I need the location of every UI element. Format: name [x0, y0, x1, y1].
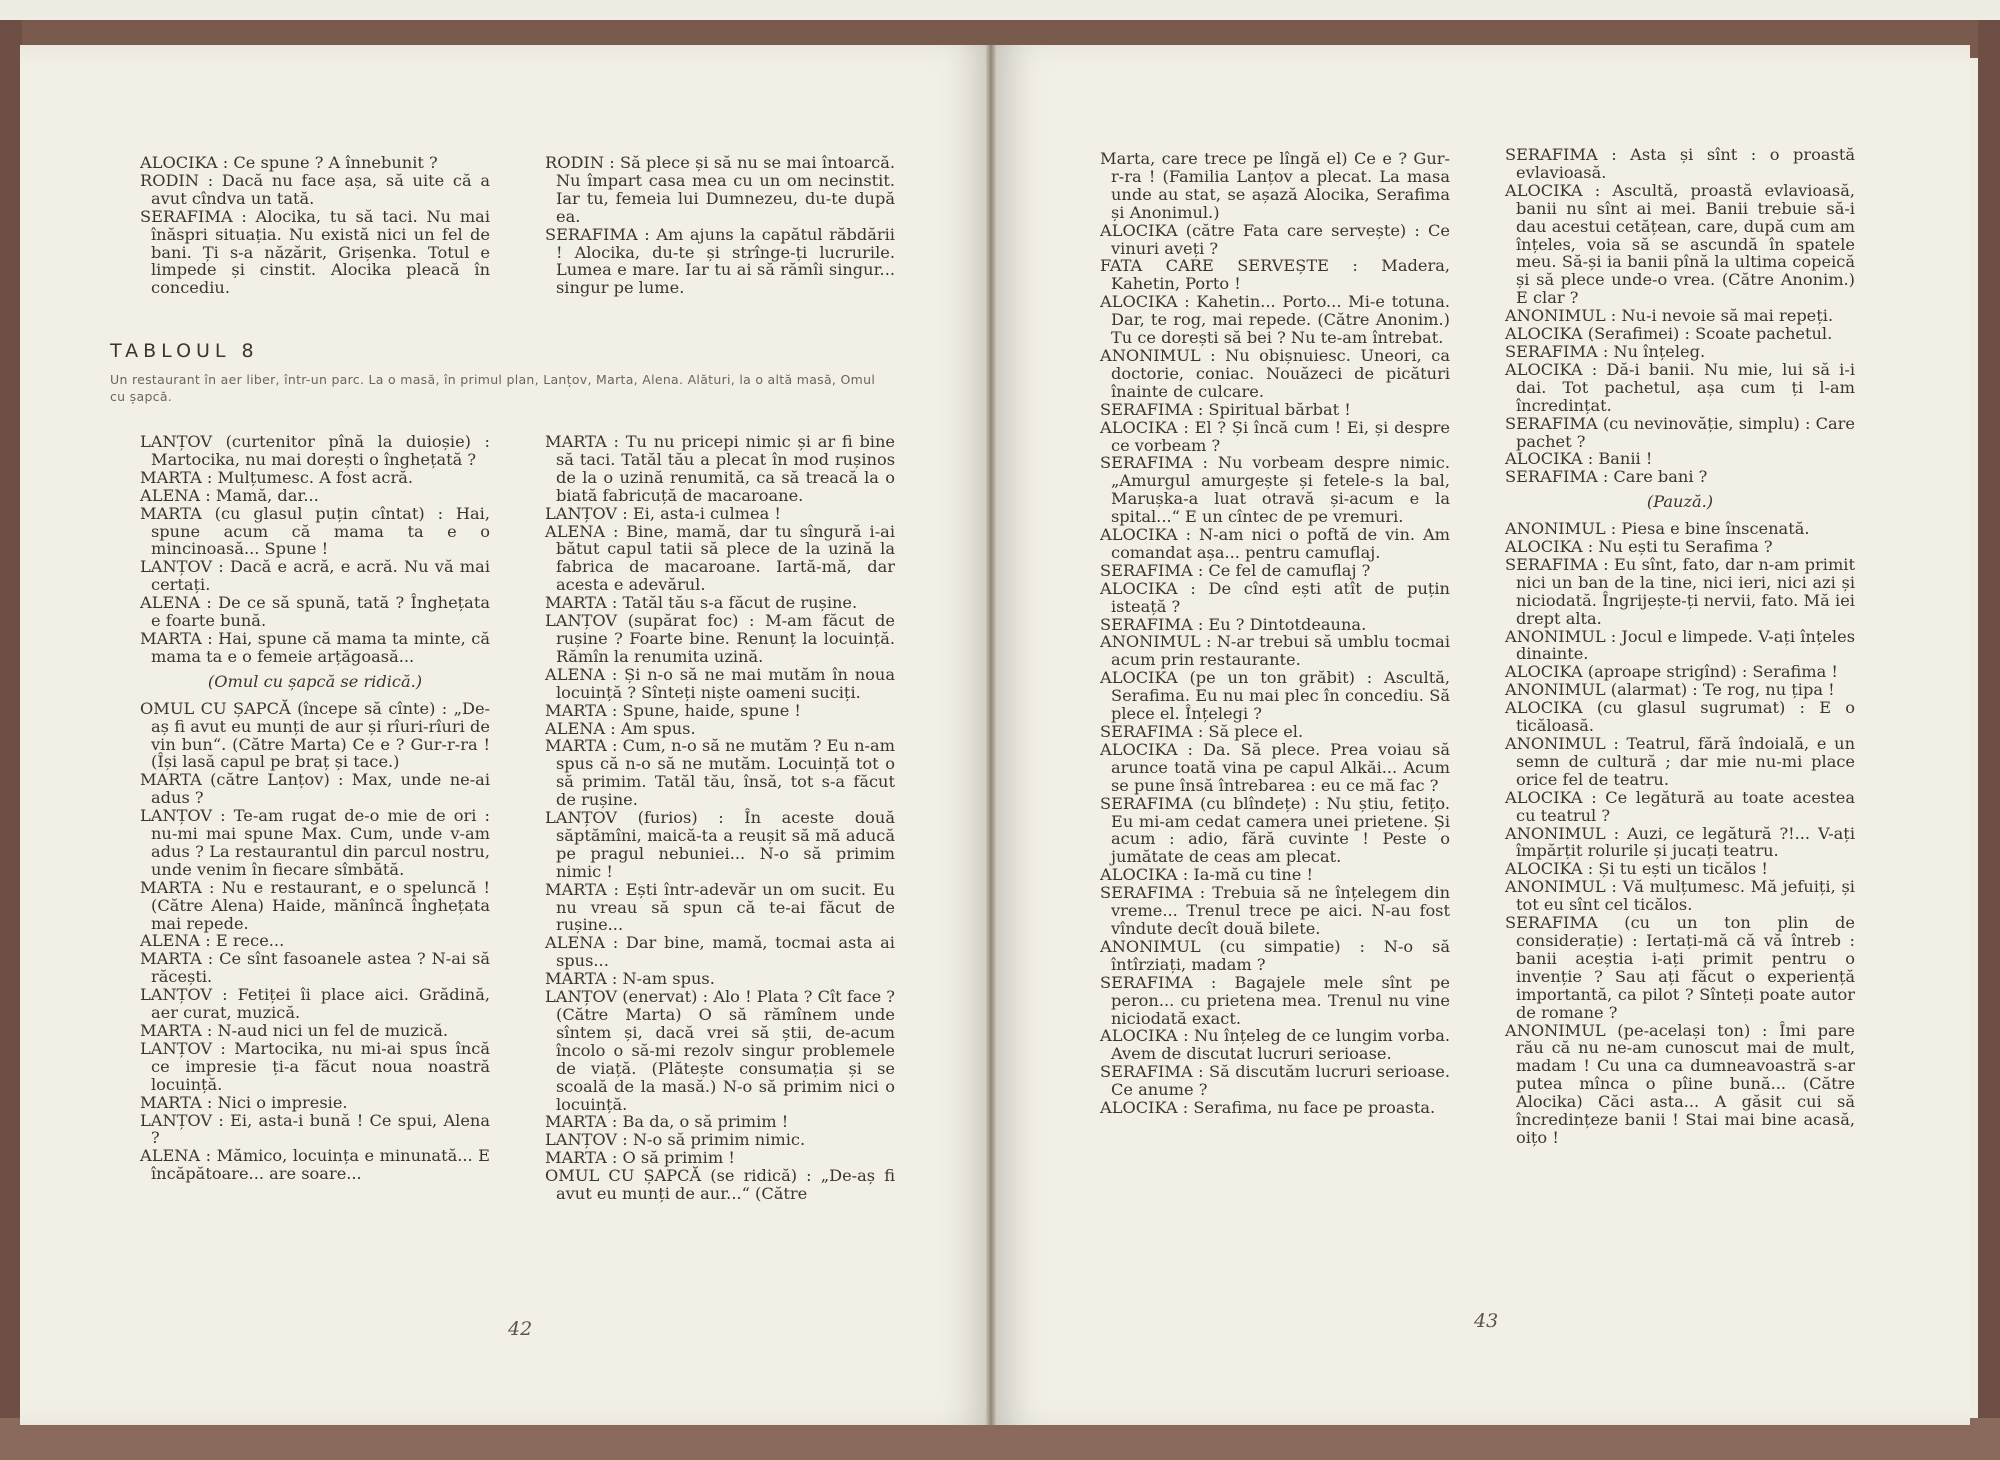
dialogue-line: ALOCIKA : Kahetin... Porto... Mi-e totuna. Dar, te rog, mai repede. (Către Anonim.) Tu ce dorești să bei ? Nu te-am întrebat.: [1100, 292, 1450, 348]
dialogue-line: MARTA : Tu nu pricepi nimic și ar fi bine să taci. Tatăl tău a plecat în mod rușinos de la o uzină renumită, ca să treacă la o biată fabricuță de macaroane.: [545, 432, 895, 505]
dialogue-line: ALOCIKA (pe un ton grăbit) : Ascultă, Serafima. Eu nu mai plec în concediu. Să plece el. Înțelegi ?: [1100, 668, 1450, 724]
dialogue-line: SERAFIMA (cu nevinovăție, simplu) : Care pachet ?: [1505, 413, 1855, 451]
dialogue-line: LANȚOV : Te-am rugat de-o mie de ori : nu-mi mai spune Max. Cum, unde v-am adus ? La restaurantul din parcul nostru, unde venim în fiecare sîmbătă.: [140, 806, 490, 879]
dialogue-line: ANONIMUL : N-ar trebui să umblu tocmai acum prin restaurante.: [1100, 632, 1450, 670]
dialogue-line: ALENA : Bine, mamă, dar tu sîngură i-ai bătut capul tatii să plece de la uzină la fabrica de macaroane. Iartă-mă, dar acesta e adevărul.: [545, 521, 895, 595]
dialogue-line: LANȚOV (supărat foc) : M-am făcut de rușine ? Foarte bine. Renunț la locuință. Rămîn la renumita uzină.: [545, 611, 895, 666]
dialogue-line: SERAFIMA : Ce fel de camuflaj ?: [1100, 560, 1371, 580]
dialogue-line: SERAFIMA (cu blîndețe) : Nu știu, fetițo. Eu mi-am cedat camera unei prietene. Și acum : adio, fără cuvinte ! Peste o jumătate de ceas am plecat.: [1100, 793, 1450, 867]
dialogue-line: ALOCIKA (Serafimei) : Scoate pachetul.: [1505, 324, 1833, 344]
dialogue-line: ALENA : Și n-o să ne mai mutăm în noua locuință ? Sînteți niște oameni suciți.: [545, 664, 895, 702]
dialogue-line: ALOCIKA : De cînd ești atît de puțin isteață ?: [1100, 578, 1450, 616]
dialogue-line: ANONIMUL : Vă mulțumesc. Mă jefuiți, și tot eu sînt cel ticălos.: [1505, 877, 1855, 915]
dialogue-line: ANONIMUL : Auzi, ce legătură ?!... V-ați împărțit rolurile și jucați teatru.: [1505, 823, 1855, 861]
dialogue-line: MARTA : O să primim !: [545, 1148, 735, 1168]
page-number-right: 43: [1474, 1310, 1499, 1332]
dialogue-line: SERAFIMA : Eu ? Dintotdeauna.: [1100, 614, 1367, 634]
dialogue-line: MARTA (cu glasul puțin cîntat) : Hai, spune acum că mama ta e o mincinoasă... Spune !: [140, 503, 490, 559]
dialogue-line: SERAFIMA : Spiritual bărbat !: [1100, 399, 1351, 419]
right-col2: [1505, 146, 1855, 1147]
dialogue-line: SERAFIMA : Să discutăm lucruri serioase. Ce anume ?: [1100, 1062, 1450, 1100]
right-col1: [1100, 150, 1450, 1117]
dialogue-line: ALENA : Mamă, dar...: [140, 485, 319, 505]
dialogue-line: ANONIMUL : Nu-i nevoie să mai repeți.: [1505, 306, 1834, 326]
dialogue-line: ALOCIKA : Nu înțeleg de ce lungim vorba. Avem de discutat lucruri serioase.: [1100, 1026, 1450, 1064]
stage-note: (Omul cu șapcă se ridică.): [207, 671, 423, 691]
dialogue-line: ALOCIKA (aproape strigînd) : Serafima !: [1505, 662, 1838, 682]
dialogue-line: ALOCIKA : Nu ești tu Serafima ?: [1505, 537, 1773, 557]
dialogue-line: MARTA : Nici o impresie.: [140, 1092, 348, 1112]
dialogue-line: LANȚOV : N-o să primim nimic.: [545, 1130, 806, 1150]
dialogue-line: ANONIMUL (cu simpatie) : N-o să întîrziați, madam ?: [1100, 936, 1450, 974]
dialogue-line: SERAFIMA : Care bani ?: [1505, 467, 1708, 487]
book-gutter: [986, 45, 996, 1425]
dialogue-line: ALOCIKA : Serafima, nu face pe proasta.: [1100, 1098, 1436, 1118]
dialogue-line: LANȚOV : Ei, asta-i culmea !: [545, 503, 781, 523]
dialogue-line: SERAFIMA : Nu înțeleg.: [1505, 341, 1706, 361]
page-number-left: 42: [508, 1318, 533, 1340]
dialogue-line: MARTA : Ce sînt fasoanele astea ? N-ai să răcești.: [140, 949, 490, 987]
dialogue-line: LANȚOV (furios) : În aceste două săptămîni, maică-ta a reușit să mă aducă pe pragul nebuniei... N-o să primim nimic !: [545, 808, 895, 881]
dialogue-line: SERAFIMA : Trebuia să ne înțelegem din vreme... Trenul trece pe aici. N-au fost vîndute decît două bilete.: [1100, 883, 1450, 938]
dialogue-line: FATA CARE SERVEȘTE : Madera, Kahetin, Porto !: [1100, 256, 1450, 294]
left-col2-top: [545, 154, 895, 297]
dialogue-line: LANȚOV : Ei, asta-i bună ! Ce spui, Alena ?: [140, 1110, 490, 1148]
scene-heading: TABLOUL 8: [110, 340, 259, 362]
dialogue-line: LANȚOV : Fetiței îi place aici. Grădină, aer curat, muzică.: [140, 985, 490, 1023]
dialogue-line: LANȚOV (enervat) : Alo ! Plata ? Cît face ? (Către Marta) O să rămînem unde sîntem și, dacă vrei să știi, de-acum încolo o să-mi rezolv singur problemele de viață. (Plătește consumația și se scoală de la masă.) N-o să primim nici o locuință.: [545, 987, 895, 1114]
dialogue-line: MARTA : Hai, spune că mama ta minte, că mama ta e o femeie arțăgoasă...: [140, 628, 490, 666]
dialogue-line: MARTA : Ba da, o să primim !: [545, 1112, 789, 1132]
dialogue-line: OMUL CU ȘAPCĂ (se ridică) : „De-aș fi avut eu munți de aur...“ (Către: [545, 1166, 895, 1204]
dialogue-line: ALOCIKA (către Fata care servește) : Ce vinuri aveți ?: [1100, 220, 1450, 258]
dialogue-line: SERAFIMA : Eu sînt, fato, dar n-am primit nici un ban de la tine, nici ieri, nici azi și niciodată. Îngrijește-ți nervii, fato. Mă iei drept alta.: [1505, 554, 1855, 628]
dialogue-line: ALOCIKA : N-am nici o poftă de vin. Am comandat așa... pentru camuflaj.: [1100, 525, 1450, 562]
dialogue-line: MARTA : Nu e restaurant, e o speluncă ! (Către Alena) Haide, mănîncă înghețata mai repede.: [140, 877, 490, 933]
dialogue-line: ANONIMUL : Teatrul, fără îndoială, e un semn de cultură ; dar mie nu-mi place orice fel de teatru.: [1505, 734, 1855, 789]
dialogue-line: MARTA (către Lanțov) : Max, unde ne-ai adus ?: [140, 770, 490, 808]
dialogue-line: ALOCIKA : Dă-i banii. Nu mie, lui să i-i dai. Tot pachetul, așa cum ți l-am încredințat.: [1505, 359, 1855, 415]
dialogue-line: ALENA : E rece...: [140, 931, 285, 951]
dialogue-line: RODIN : Să plece și să nu se mai întoarcă. Nu împart casa mea cu un om necinstit. Iar tu, femeia lui Dumnezeu, du-te după ea.: [545, 153, 895, 226]
dialogue-line: SERAFIMA : Asta și sînt : o proastă evlavioasă.: [1505, 145, 1855, 182]
dialogue-line: ALENA : De ce să spună, tată ? Înghețata e foarte bună.: [140, 593, 490, 631]
dialogue-line: LANȚOV : Martocika, nu mi-ai spus încă ce impresie ți-a făcut noua noastră locuință.: [140, 1038, 490, 1094]
dialogue-line: ALOCIKA : Și tu ești un ticălos !: [1505, 859, 1768, 879]
dialogue-line: MARTA : Ești într-adevăr un om sucit. Eu nu vreau să spun că te-ai făcut de rușine...: [545, 879, 895, 935]
dialogue-line: SERAFIMA : Să plece el.: [1100, 722, 1304, 741]
dialogue-line: SERAFIMA : Bagajele mele sînt pe peron... cu prietena mea. Trenul nu vine niciodată exact.: [1100, 972, 1450, 1028]
dialogue-line: SERAFIMA : Alocika, tu să taci. Nu mai înăspri situația. Nu există nici un fel de bani. Ți s-a năzărit, Grișenka. Totul e limpede și cinstit. Alocika pleacă în concediu.: [140, 206, 490, 298]
left-col1-top: [140, 154, 490, 297]
left-col1: [140, 433, 490, 1183]
dialogue-line: OMUL CU ȘAPCĂ (începe să cînte) : „De-aș fi avut eu munți de aur și rîuri-rîuri de vin bun“. (Către Marta) Ce e ? Gur-r-ra ! (Își lasă capul pe braț și tace.): [140, 698, 490, 772]
dialogue-line: ANONIMUL : Jocul e limpede. V-ați înțeles dinainte.: [1505, 626, 1855, 664]
dialogue-line: MARTA : N-aud nici un fel de muzică.: [140, 1021, 449, 1040]
dialogue-line: RODIN : Dacă nu face așa, să uite că a avut cîndva un tată.: [140, 170, 490, 208]
dialogue-line: SERAFIMA : Nu vorbeam despre nimic. „Amurgul amurgește și fetele-s la bal, Marușka-a luat otravă și-acum e la spital...“ E un cîntec de pe vremuri.: [1100, 453, 1450, 527]
dialogue-line: ALENA : Mămico, locuința e minunată... E încăpătoare... are soare...: [140, 1146, 490, 1184]
dialogue-line: LANȚOV (curtenitor pînă la duioșie) : Martocika, nu mai dorești o înghețată ?: [140, 432, 490, 469]
dialogue-line: ANONIMUL : Nu obișnuiesc. Uneori, ca doctorie, coniac. Nouăzeci de picături înainte de culcare.: [1100, 345, 1450, 401]
dialogue-line: MARTA : Tatăl tău s-a făcut de rușine.: [545, 593, 858, 613]
dialogue-line: Marta, care trece pe lîngă el) Ce e ? Gur-r-ra ! (Familia Lanțov a plecat. La masa unde au stat, se așază Alocika, Serafima și Anonimul.): [1100, 149, 1450, 222]
dialogue-line: SERAFIMA : Am ajuns la capătul răbdării ! Alocika, du-te și strînge-ți lucrurile. Lumea e mare. Iar tu ai să rămîi singur... singur pe lume.: [545, 224, 895, 298]
book-cover-left: [0, 20, 22, 1460]
dialogue-line: MARTA : N-am spus.: [545, 969, 715, 989]
dialogue-line: ANONIMUL : Piesa e bine înscenată.: [1505, 519, 1810, 539]
dialogue-line: ALOCIKA : Ce spune ? A înnebunit ?: [140, 153, 438, 172]
dialogue-line: ALOCIKA : Ce legătură au toate acestea cu teatrul ?: [1505, 787, 1855, 825]
dialogue-line: ALOCIKA : Ascultă, proastă evlavioasă, banii nu sînt ai mei. Banii trebuie să-i dau acestui cetățean, care, după cum am înțeles, voia să se ascundă în spatele meu. Să-și ia banii pînă la ultima copeică și să plece unde-o vrea. (Către Anonim.) E clar ?: [1505, 180, 1855, 308]
stage-direction: Un restaurant în aer liber, într-un parc. La o masă, în primul plan, Lanțov, Marta, Alena. Alături, la o altă masă, Omul cu șapcă.: [110, 372, 876, 404]
dialogue-line: ALOCIKA : El ? Și încă cum ! Ei, și despre ce vorbeam ?: [1100, 417, 1450, 455]
dialogue-line: MARTA : Mulțumesc. A fost acră.: [140, 467, 413, 487]
dialogue-line: MARTA : Cum, n-o să ne mutăm ? Eu n-am spus că n-o să ne mutăm. Locuință tot o să primim. Tatăl tău, însă, tot s-a făcut de rușine.: [545, 736, 895, 810]
dialogue-line: LANȚOV : Dacă e acră, e acră. Nu vă mai certați.: [140, 557, 490, 595]
dialogue-line: ALOCIKA (cu glasul sugrumat) : E o ticăloasă.: [1505, 698, 1855, 736]
dialogue-line: ALOCIKA : Da. Să plece. Prea voiau să arunce toată vina pe capul Alkăi... Acum se pune însă întrebarea : eu ce mă fac ?: [1100, 739, 1450, 795]
book-cover-right: [1978, 20, 2000, 1460]
dialogue-line: ALOCIKA : Banii !: [1505, 449, 1653, 469]
dialogue-line: SERAFIMA (cu un ton plin de considerație) : Iertați-mă că vă întreb : banii aceștia i-ați primit pentru o invenție ? Sau ați făcut o experiență importantă, ca pilot ? Sînteți poate autor de romane ?: [1505, 913, 1855, 1022]
dialogue-line: ALENA : Dar bine, mamă, tocmai asta ai spus...: [545, 933, 895, 971]
dialogue-line: ALOCIKA : Ia-mă cu tine !: [1100, 865, 1313, 885]
stage-note: (Pauză.): [1646, 492, 1714, 512]
dialogue-line: MARTA : Spune, haide, spune !: [545, 700, 801, 720]
left-col2: [545, 433, 895, 1203]
dialogue-line: ALENA : Am spus.: [545, 718, 696, 738]
dialogue-line: ANONIMUL (pe-același ton) : Îmi pare rău că nu ne-am cunoscut mai de mult, madam ! Cu una ca dumneavoastră s-ar putea mînca o pîine bună... (Către Alocika) Căci asta... A găsit cui să încredințeze banii ! Stai mai bine acasă, oițo !: [1505, 1020, 1855, 1147]
dialogue-line: ANONIMUL (alarmat) : Te rog, nu țipa !: [1505, 680, 1835, 700]
